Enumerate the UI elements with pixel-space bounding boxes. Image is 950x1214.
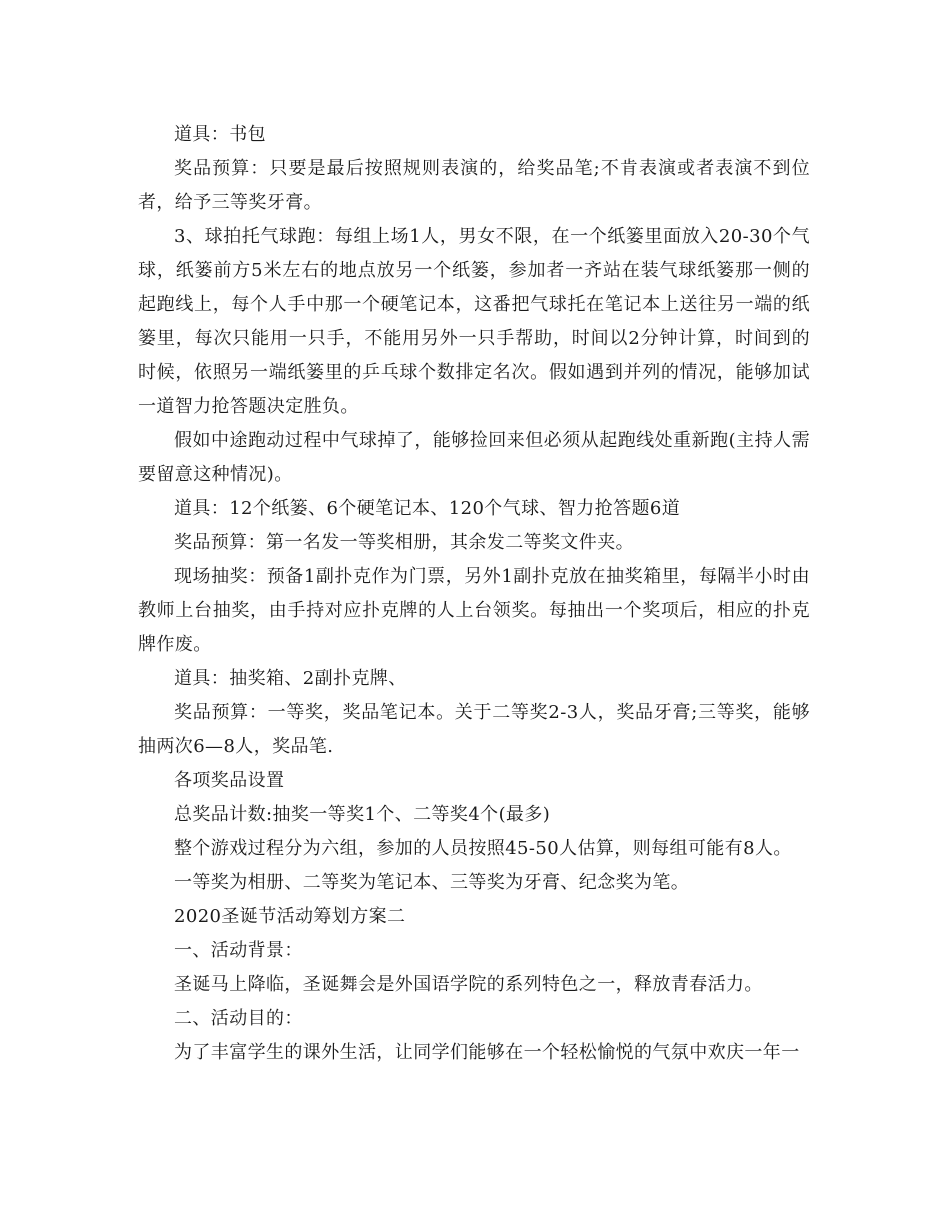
paragraph-background: 圣诞马上降临，圣诞舞会是外国语学院的系列特色之一，释放青春活力。: [174, 974, 763, 995]
paragraph-balloon-drop-rule: 假如中途跑动过程中气球掉了，能够捡回来但必须从起跑线处重新跑(主持人需要留意这种情况)。: [138, 430, 810, 485]
paragraph-props-bag: 道具：书包: [174, 124, 266, 145]
paragraph-plan-two-title: 2020圣诞节活动筹划方案二: [174, 906, 406, 927]
paragraph-prize-settings-heading: 各项奖品设置: [174, 770, 285, 791]
paragraph-props-lottery: 道具：抽奖箱、2副扑克牌、: [174, 668, 407, 689]
paragraph-purpose: 为了丰富学生的课外生活，让同学们能够在一个轻松愉悦的气氛中欢庆一年一: [174, 1042, 800, 1063]
paragraph-groups: 整个游戏过程分为六组，参加的人员按照45-50人估算，则每组可能有8人。: [174, 838, 792, 859]
paragraph-background-heading: 一、活动背景：: [174, 940, 303, 961]
document-body: [138, 118, 810, 1070]
paragraph-prize-budget-3: 奖品预算：一等奖，奖品笔记本。关于二等奖2-3人，奖品牙膏;三等奖，能够抽两次6—8人，奖品笔.: [138, 702, 810, 757]
paragraph-balloon-race: 3、球拍托气球跑：每组上场1人，男女不限，在一个纸篓里面放入20-30个气球，纸篓前方5米左右的地点放另一个纸篓，参加者一齐站在装气球纸篓那一侧的起跑线上，每个人手中那一个硬笔记本，这番把气球托在笔记本上送往另一端的纸篓里，每次只能用一只手，不能用另外一只手帮助，时间以2分钟计算，时间到的时候，依照另一端纸篓里的乒乓球个数排定名次。假如遇到并列的情况，能够加试一道智力抢答题决定胜负。: [138, 226, 810, 417]
paragraph-props-race: 道具：12个纸篓、6个硬笔记本、120个气球、智力抢答题6道: [174, 498, 681, 519]
paragraph-prize-types: 一等奖为相册、二等奖为笔记本、三等奖为牙膏、纪念奖为笔。: [174, 872, 690, 893]
paragraph-purpose-heading: 二、活动目的：: [174, 1008, 303, 1029]
paragraph-prize-budget-1: 奖品预算：只要是最后按照规则表演的，给奖品笔;不肯表演或者表演不到位者，给予三等奖牙膏。: [138, 158, 810, 213]
paragraph-prize-count: 总奖品计数:抽奖一等奖1个、二等奖4个(最多): [174, 804, 551, 825]
paragraph-prize-budget-2: 奖品预算：第一名发一等奖相册，其余发二等奖文件夹。: [174, 532, 634, 553]
paragraph-lottery: 现场抽奖：预备1副扑克作为门票，另外1副扑克放在抽奖箱里，每隔半小时由教师上台抽奖，由手持对应扑克牌的人上台领奖。每抽出一个奖项后，相应的扑克牌作废。: [138, 566, 810, 655]
